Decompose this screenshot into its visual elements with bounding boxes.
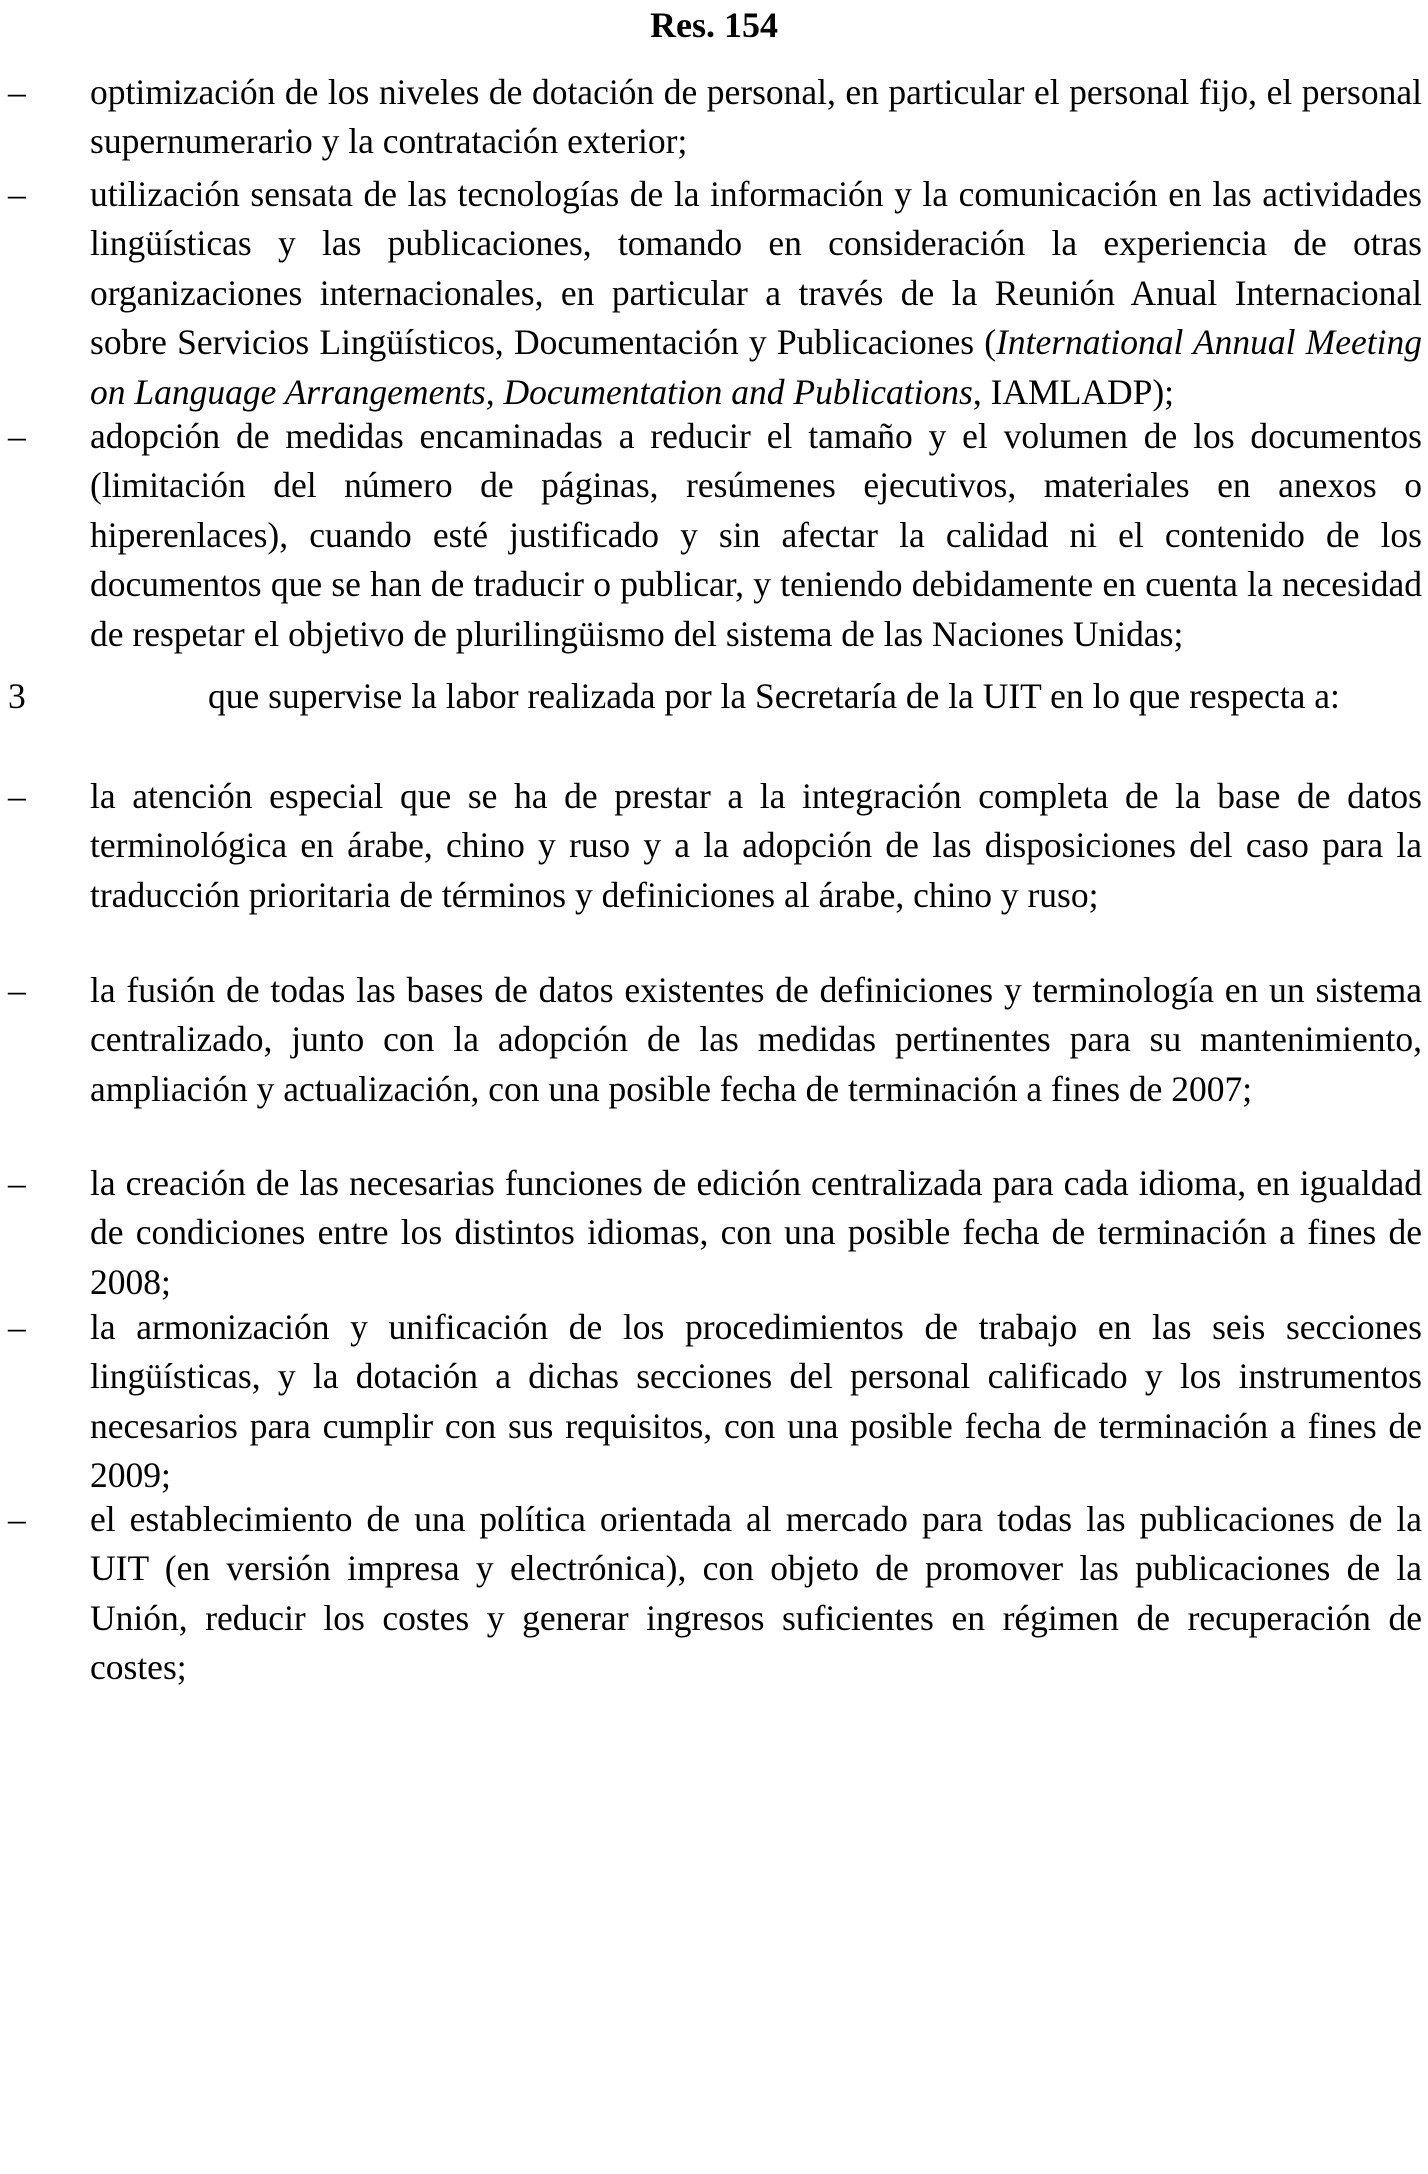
resolves-paragraph-3 bbox=[0, 672, 1428, 721]
bullet-dash: – bbox=[8, 1307, 26, 1347]
bullet-item-harmonization bbox=[0, 1303, 1428, 1501]
bullet-item-document-size bbox=[0, 412, 1428, 659]
bullet-text: optimización de los niveles de dotación de personal, en particular el personal fijo, el personal supernumerario y la contratación exterior; bbox=[90, 72, 1422, 162]
bullet-item-ict-use bbox=[0, 170, 1428, 417]
bullet-item-optimization bbox=[0, 68, 1428, 167]
bullet-dash: – bbox=[8, 1163, 26, 1203]
bullet-dash: – bbox=[8, 174, 26, 214]
bullet-dash: – bbox=[8, 72, 26, 112]
bullet-text: la atención especial que se ha de prestar a la integración completa de la base de datos terminológica en árabe, chino y ruso y a la adopción de las disposiciones del caso para la traducción prioritaria de términos y definiciones al árabe, chino y ruso; bbox=[90, 776, 1422, 915]
paragraph-text: que supervise la labor realizada por la Secretaría de la UIT en lo que respecta a: bbox=[208, 676, 1340, 716]
bullet-text: la fusión de todas las bases de datos existentes de definiciones y terminología en un sistema centralizado, junto con la adopción de las medidas pertinentes para su mantenimiento, ampliación y actualización, con una posible fecha de terminación a fines de 2007; bbox=[90, 970, 1422, 1109]
bullet-item-database-merge bbox=[0, 966, 1428, 1114]
bullet-item-terminology-database bbox=[0, 772, 1428, 920]
bullet-dash: – bbox=[8, 776, 26, 816]
bullet-text: el establecimiento de una política orientada al mercado para todas las publicaciones de la UIT (en versión impresa y electrónica), con objeto de promover las publicaciones de la Unión, reducir los costes y generar ingresos suficientes en régimen de recuperación de costes; bbox=[90, 1499, 1422, 1688]
bullet-text: la armonización y unificación de los procedimientos de trabajo en las seis secciones lingüísticas, y la dotación a dichas secciones del personal calificado y los instrumentos necesarios para cumplir con sus requisitos, con una posible fecha de terminación a fines de 2009; bbox=[90, 1307, 1422, 1496]
bullet-item-publications-policy bbox=[0, 1495, 1428, 1693]
bullet-dash: – bbox=[8, 970, 26, 1010]
page-header: Res. 154 bbox=[650, 5, 778, 45]
bullet-text: la creación de las necesarias funciones de edición centralizada para cada idioma, en igualdad de condiciones entre los distintos idiomas, con una posible fecha de terminación a fines de 2008; bbox=[90, 1163, 1422, 1302]
bullet-text: adopción de medidas encaminadas a reducir el tamaño y el volumen de los documentos (limitación del número de páginas, resúmenes ejecutivos, materiales en anexos o hiperenlaces), cuando esté justificado y sin afectar la calidad ni el contenido de los documentos que se han de traducir o publicar, y teniendo debidamente en cuenta la necesidad de respetar el objetivo de plurilingüismo del sistema de las Naciones Unidas; bbox=[90, 416, 1422, 654]
bullet-dash: – bbox=[8, 416, 26, 456]
paragraph-number: 3 bbox=[8, 676, 26, 716]
bullet-text bbox=[90, 170, 1422, 417]
bullet-text-end: , IAMLADP); bbox=[972, 371, 1175, 412]
iamladp-full-name: International Annual Meeting on Language Arrangements, Documentation and Publications bbox=[90, 322, 1422, 412]
bullet-text-main: utilización sensata de las tecnologías de la información y la comunicación en las actividades lingüísticas y las publicaciones, tomando en consideración la experiencia de otras organizaciones internacionales, en particular a través de la Reunión Anual Internacional sobre Servicios Lingüísticos, Documentación y Publicaciones ( bbox=[90, 174, 1422, 363]
bullet-dash: – bbox=[8, 1499, 26, 1539]
bullet-item-centralized-editing bbox=[0, 1159, 1428, 1307]
